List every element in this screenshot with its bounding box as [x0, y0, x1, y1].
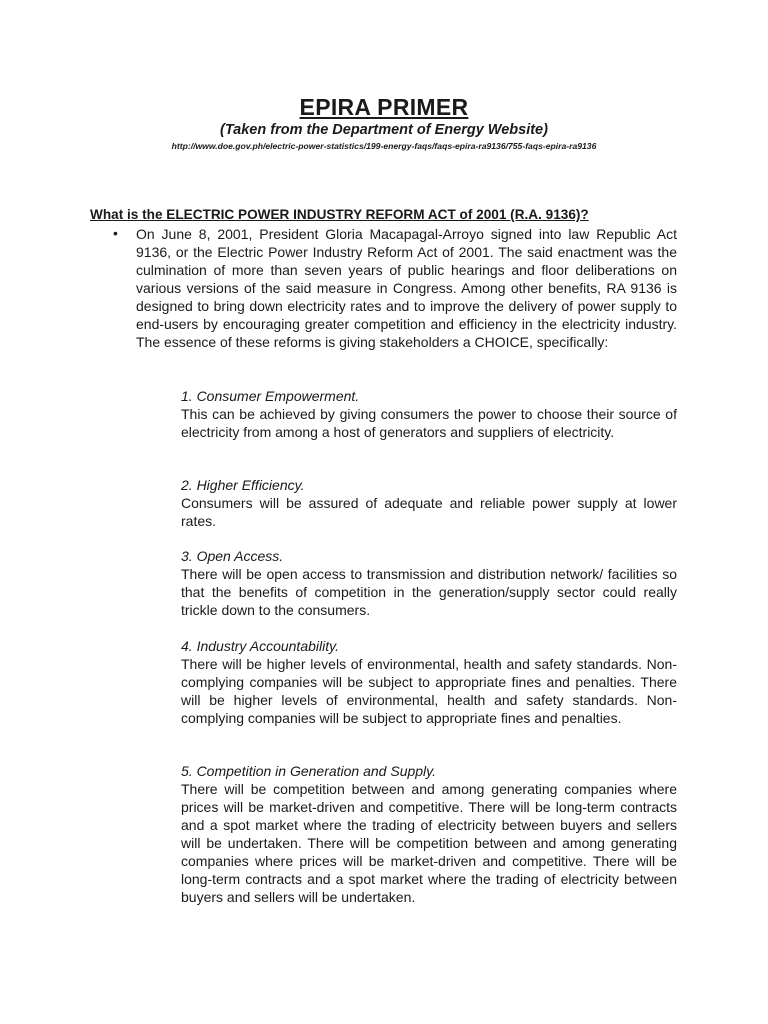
document-subtitle: (Taken from the Department of Energy Website) — [220, 122, 548, 138]
reform-item-body: There will be open access to transmission and distribution network/ facilities so that the benefits of competition in the generation/supply sector could really trickle down to the consumers. — [181, 566, 677, 618]
reform-item-higher-efficiency — [181, 476, 677, 530]
reform-item-body: Consumers will be assured of adequate and reliable power supply at lower rates. — [181, 495, 677, 529]
section-question-heading: What is the ELECTRIC POWER INDUSTRY REFORM ACT of 2001 (R.A. 9136)? — [90, 207, 589, 222]
reform-item-consumer-empowerment — [181, 387, 677, 441]
reform-item-competition — [181, 762, 677, 906]
reform-item-title: 3. Open Access. — [181, 548, 284, 564]
reform-item-title: 4. Industry Accountability. — [181, 638, 339, 654]
reform-item-body: This can be achieved by giving consumers the power to choose their source of electricity from among a host of generators and suppliers of electricity. — [181, 406, 677, 440]
reform-item-open-access — [181, 547, 677, 619]
source-url: http://www.doe.gov.ph/electric-power-statistics/199-energy-faqs/faqs-epira-ra9136/755-faqs-epira-ra9136 — [171, 141, 597, 151]
reform-item-title: 5. Competition in Generation and Supply. — [181, 763, 437, 779]
reform-item-title: 2. Higher Efficiency. — [181, 477, 305, 493]
reform-item-title: 1. Consumer Empowerment. — [181, 388, 360, 404]
document-title: EPIRA PRIMER — [299, 94, 469, 120]
reform-item-body: There will be competition between and among generating companies where prices will be market-driven and competitive. There will be long-term contracts and a spot market where the trading of electricity between buyers and sellers will be undertaken. There will be competition between and among generating companies where prices will be market-driven and competitive. There will be long-term contracts and a spot market where the trading of electricity between buyers and sellers will be undertaken. — [181, 781, 677, 905]
reform-item-industry-accountability — [181, 637, 677, 727]
reform-item-body: There will be higher levels of environmental, health and safety standards. Non-complying companies will be subject to appropriate fines and penalties. There will be higher levels of environmental, health and safety standards. Non-complying companies will be subject to appropriate fines and penalties. — [181, 656, 677, 726]
intro-paragraph: On June 8, 2001, President Gloria Macapagal-Arroyo signed into law Republic Act 9136, or the Electric Power Industry Reform Act of 2001. The said enactment was the culmination of more than seven years of public hearings and floor deliberations on various versions of the said measure in Congress. Among other benefits, RA 9136 is designed to bring down electricity rates and to improve the delivery of power supply to end-users by encouraging greater competition and efficiency in the electricity industry. The essence of these reforms is giving stakeholders a CHOICE, specifically: — [136, 226, 677, 350]
bullet-icon: • — [113, 225, 118, 241]
